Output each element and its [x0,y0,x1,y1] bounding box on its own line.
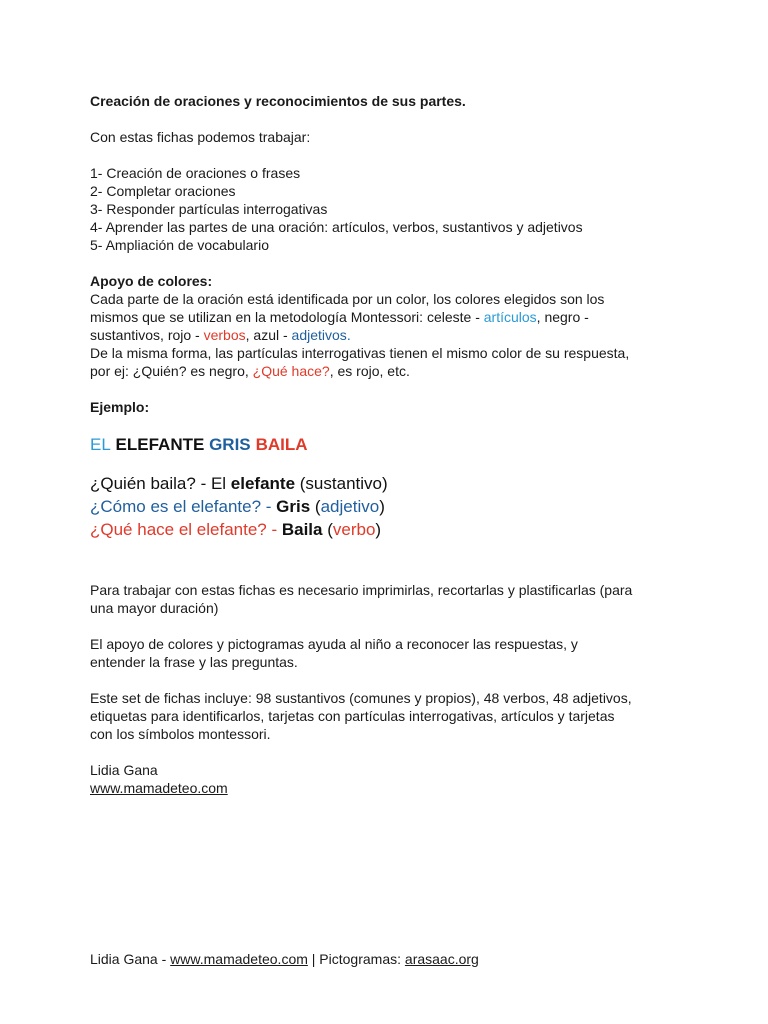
apoyo-line: por ej: ¿Quién? es negro, ¿Qué hace?, es rojo, etc. [90,363,410,379]
ejemplo-heading: Ejemplo: [90,399,150,415]
apoyo-line: De la misma forma, las partículas interrogativas tienen el mismo color de su respuesta, [90,345,630,361]
word-gris: GRIS [209,435,251,454]
articulos-word: artículos [483,309,537,325]
para-line: etiquetas para identificarlos, tarjetas con partículas interrogativas, artículos y tarjetas [90,708,615,724]
document-title: Creación de oraciones y reconocimientos de sus partes. [90,93,466,109]
adjetivos-word: adjetivos [291,327,347,343]
signature-name: Lidia Gana [90,762,158,778]
intro-text: Con estas fichas podemos trabajar: [90,129,311,145]
list-item: 4- Aprender las partes de una oración: artículos, verbos, sustantivos y adjetivos [90,219,583,235]
document-body [90,92,730,797]
word-el: EL [90,435,111,454]
signature-link[interactable]: www.mamadeteo.com [90,780,228,796]
page-footer: Lidia Gana - www.mamadeteo.com | Pictogramas: arasaac.org [90,951,479,967]
word-elefante: ELEFANTE [115,435,205,454]
word-baila: BAILA [255,435,308,454]
para-line: entender la frase y las preguntas. [90,654,298,670]
question-como: ¿Cómo es el elefante? - Gris (adjetivo) [90,497,385,516]
para-line: Este set de fichas incluye: 98 sustantivos (comunes y propios), 48 verbos, 48 adjetivos, [90,690,632,706]
para-line: El apoyo de colores y pictogramas ayuda al niño a reconocer las respuestas, y [90,636,578,652]
question-que-hace: ¿Qué hace el elefante? - Baila (verbo) [90,520,382,539]
example-sentence [90,434,730,456]
para-line: con los símbolos montessori. [90,726,271,742]
question-quien: ¿Quién baila? - El elefante (sustantivo) [90,474,388,493]
apoyo-line: sustantivos, rojo - verbos, azul - adjetivos. [90,327,351,343]
verbos-word: verbos [203,327,246,343]
apoyo-line: Cada parte de la oración está identificada por un color, los colores elegidos son los [90,291,605,307]
para-line: una mayor duración) [90,600,219,616]
footer-pictogramas-link[interactable]: arasaac.org [404,951,479,967]
list-item: 5- Ampliación de vocabulario [90,237,269,253]
apoyo-line: mismos que se utilizan en la metodología Montessori: celeste - artículos, negro - [90,309,589,325]
apoyo-heading: Apoyo de colores: [90,273,213,289]
list-item: 2- Completar oraciones [90,183,236,199]
para-line: Para trabajar con estas fichas es necesario imprimirlas, recortarlas y plastificarlas (para [90,582,633,598]
que-hace-word: ¿Qué hace? [252,363,330,379]
list-item: 3- Responder partículas interrogativas [90,201,328,217]
list-item: 1- Creación de oraciones o frases [90,165,301,181]
signature-url [90,779,730,797]
footer-site-link[interactable]: www.mamadeteo.com [170,951,308,967]
